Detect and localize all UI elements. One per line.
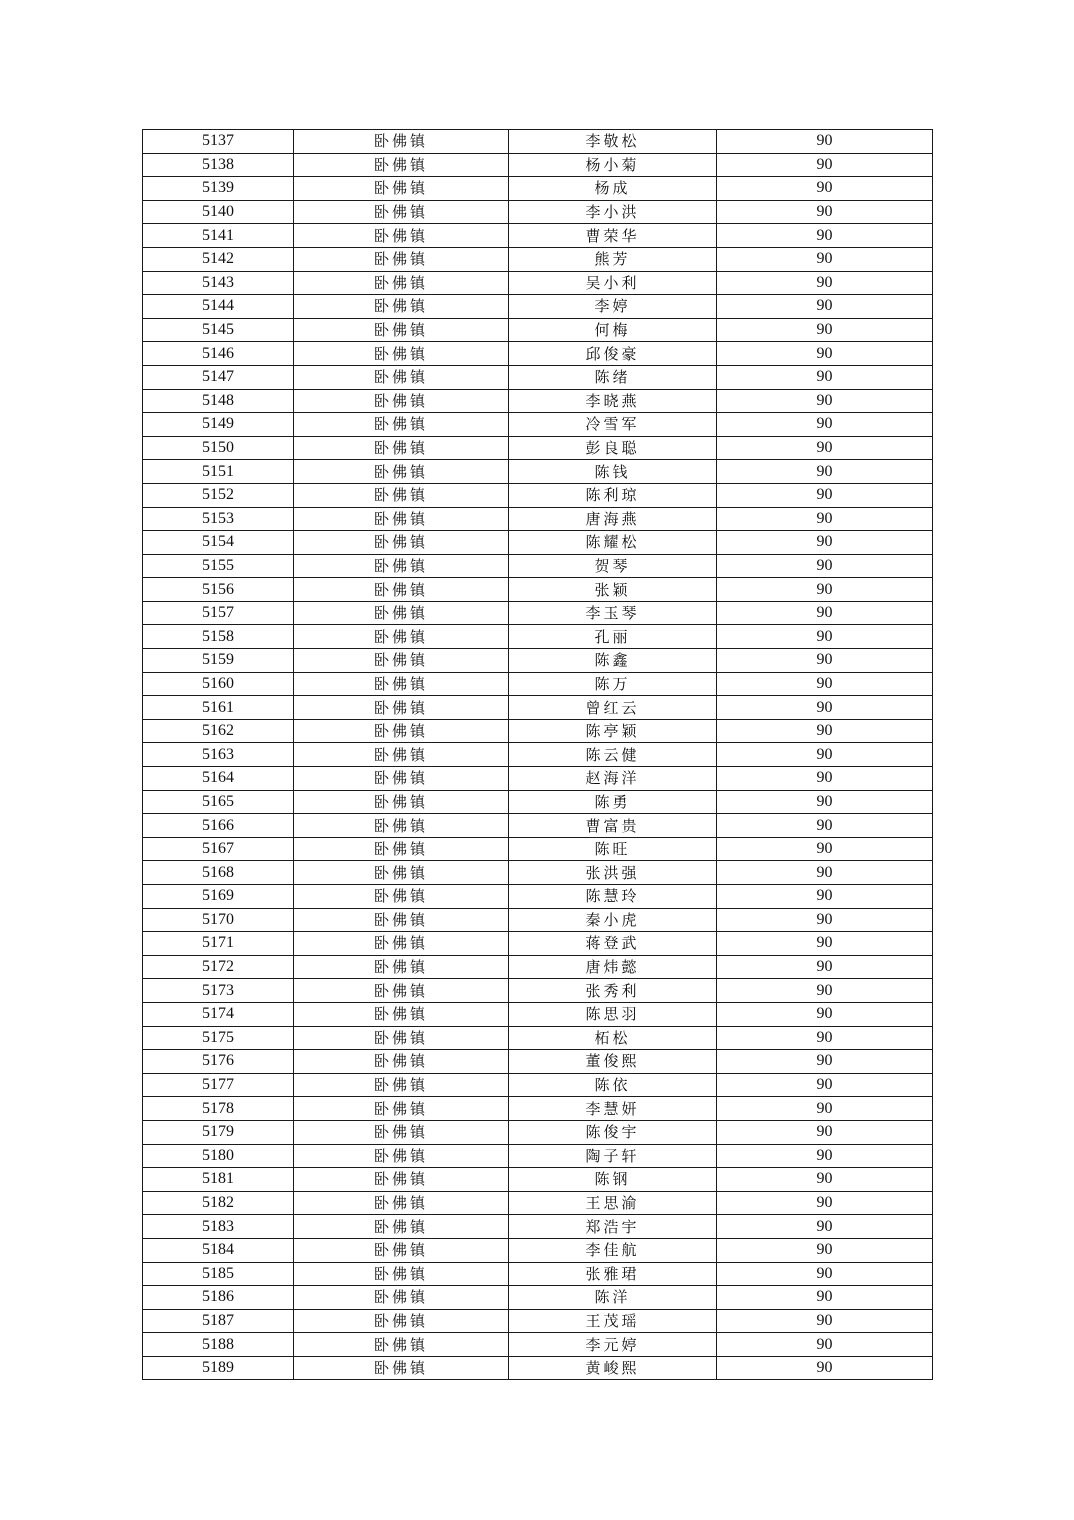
score-cell: 90 [717,1238,933,1262]
row-number-cell: 5188 [143,1333,294,1357]
town-cell: 卧佛镇 [294,531,509,555]
table-row [143,1144,933,1168]
person-name-cell: 曾红云 [509,696,717,720]
person-name-cell: 陈钢 [509,1168,717,1192]
score-cell: 90 [717,814,933,838]
row-number-cell: 5146 [143,342,294,366]
row-number-cell: 5184 [143,1238,294,1262]
score-cell: 90 [717,719,933,743]
row-number-cell: 5180 [143,1144,294,1168]
town-cell: 卧佛镇 [294,271,509,295]
score-cell: 90 [717,767,933,791]
score-cell: 90 [717,200,933,224]
score-cell: 90 [717,507,933,531]
row-number-cell: 5183 [143,1215,294,1239]
row-number-cell: 5174 [143,1002,294,1026]
row-number-cell: 5139 [143,177,294,201]
table-row [143,554,933,578]
table-row [143,153,933,177]
town-cell: 卧佛镇 [294,696,509,720]
town-cell: 卧佛镇 [294,885,509,909]
row-number-cell: 5161 [143,696,294,720]
town-cell: 卧佛镇 [294,625,509,649]
row-number-cell: 5173 [143,979,294,1003]
table-row [143,790,933,814]
person-name-cell: 李敬松 [509,130,717,154]
score-cell: 90 [717,861,933,885]
row-number-cell: 5181 [143,1168,294,1192]
table-row [143,672,933,696]
town-cell: 卧佛镇 [294,342,509,366]
score-cell: 90 [717,531,933,555]
person-name-cell: 陈云健 [509,743,717,767]
town-cell: 卧佛镇 [294,719,509,743]
row-number-cell: 5151 [143,460,294,484]
row-number-cell: 5186 [143,1286,294,1310]
table-row [143,531,933,555]
person-name-cell: 杨成 [509,177,717,201]
score-cell: 90 [717,979,933,1003]
person-name-cell: 蒋登武 [509,932,717,956]
person-name-cell: 陈鑫 [509,649,717,673]
person-name-cell: 唐海燕 [509,507,717,531]
row-number-cell: 5176 [143,1050,294,1074]
table-row [143,1333,933,1357]
person-name-cell: 陈思羽 [509,1002,717,1026]
town-cell: 卧佛镇 [294,554,509,578]
table-row [143,460,933,484]
row-number-cell: 5137 [143,130,294,154]
table-row [143,177,933,201]
table-row [143,1191,933,1215]
row-number-cell: 5182 [143,1191,294,1215]
table-row [143,1309,933,1333]
town-cell: 卧佛镇 [294,1120,509,1144]
town-cell: 卧佛镇 [294,1002,509,1026]
row-number-cell: 5162 [143,719,294,743]
person-name-cell: 熊芳 [509,247,717,271]
town-cell: 卧佛镇 [294,1215,509,1239]
town-cell: 卧佛镇 [294,413,509,437]
person-name-cell: 曹荣华 [509,224,717,248]
score-cell: 90 [717,436,933,460]
town-cell: 卧佛镇 [294,955,509,979]
town-cell: 卧佛镇 [294,295,509,319]
table-row [143,837,933,861]
town-cell: 卧佛镇 [294,247,509,271]
row-number-cell: 5169 [143,885,294,909]
town-cell: 卧佛镇 [294,1286,509,1310]
table-row [143,130,933,154]
score-cell: 90 [717,743,933,767]
table-row [143,295,933,319]
score-cell: 90 [717,649,933,673]
person-name-cell: 陈钱 [509,460,717,484]
table-row [143,271,933,295]
town-cell: 卧佛镇 [294,153,509,177]
score-cell: 90 [717,790,933,814]
score-cell: 90 [717,365,933,389]
town-cell: 卧佛镇 [294,790,509,814]
town-cell: 卧佛镇 [294,1262,509,1286]
table-row [143,1215,933,1239]
score-cell: 90 [717,1050,933,1074]
person-name-cell: 黄峻熙 [509,1356,717,1380]
score-cell: 90 [717,224,933,248]
town-cell: 卧佛镇 [294,837,509,861]
table-row [143,861,933,885]
row-number-cell: 5142 [143,247,294,271]
table-row [143,1073,933,1097]
table-row [143,743,933,767]
row-number-cell: 5167 [143,837,294,861]
town-cell: 卧佛镇 [294,130,509,154]
person-name-cell: 秦小虎 [509,908,717,932]
score-cell: 90 [717,1026,933,1050]
town-cell: 卧佛镇 [294,1309,509,1333]
row-number-cell: 5172 [143,955,294,979]
table-row [143,247,933,271]
town-cell: 卧佛镇 [294,672,509,696]
row-number-cell: 5170 [143,908,294,932]
row-number-cell: 5138 [143,153,294,177]
person-name-cell: 邱俊豪 [509,342,717,366]
score-cell: 90 [717,389,933,413]
table-row [143,1262,933,1286]
person-name-cell: 陶子轩 [509,1144,717,1168]
row-number-cell: 5189 [143,1356,294,1380]
score-cell: 90 [717,932,933,956]
town-cell: 卧佛镇 [294,483,509,507]
score-cell: 90 [717,1120,933,1144]
row-number-cell: 5163 [143,743,294,767]
row-number-cell: 5154 [143,531,294,555]
score-cell: 90 [717,554,933,578]
town-cell: 卧佛镇 [294,1191,509,1215]
table-row [143,507,933,531]
person-name-cell: 陈勇 [509,790,717,814]
table-row [143,649,933,673]
person-name-cell: 董俊熙 [509,1050,717,1074]
score-cell: 90 [717,1168,933,1192]
row-number-cell: 5156 [143,578,294,602]
person-name-cell: 彭良聪 [509,436,717,460]
person-name-cell: 陈俊宇 [509,1120,717,1144]
person-name-cell: 陈旺 [509,837,717,861]
row-number-cell: 5166 [143,814,294,838]
person-name-cell: 王思渝 [509,1191,717,1215]
person-name-cell: 李元婷 [509,1333,717,1357]
row-number-cell: 5159 [143,649,294,673]
town-cell: 卧佛镇 [294,1333,509,1357]
person-name-cell: 陈万 [509,672,717,696]
table-row [143,1050,933,1074]
score-cell: 90 [717,672,933,696]
score-cell: 90 [717,1333,933,1357]
person-name-cell: 陈利琼 [509,483,717,507]
row-number-cell: 5187 [143,1309,294,1333]
row-number-cell: 5175 [143,1026,294,1050]
table-row [143,885,933,909]
score-cell: 90 [717,130,933,154]
person-name-cell: 杨小菊 [509,153,717,177]
town-cell: 卧佛镇 [294,767,509,791]
row-number-cell: 5147 [143,365,294,389]
table-row [143,1002,933,1026]
table-row [143,1238,933,1262]
person-name-cell: 陈亭颖 [509,719,717,743]
town-cell: 卧佛镇 [294,318,509,342]
score-cell: 90 [717,1309,933,1333]
town-cell: 卧佛镇 [294,979,509,1003]
person-name-cell: 李慧妍 [509,1097,717,1121]
row-number-cell: 5145 [143,318,294,342]
person-name-cell: 何梅 [509,318,717,342]
table-row [143,1097,933,1121]
row-number-cell: 5140 [143,200,294,224]
person-name-cell: 李玉琴 [509,601,717,625]
roster-table [142,129,933,1380]
row-number-cell: 5153 [143,507,294,531]
score-cell: 90 [717,1002,933,1026]
person-name-cell: 陈慧玲 [509,885,717,909]
table-row [143,814,933,838]
score-cell: 90 [717,885,933,909]
person-name-cell: 张颖 [509,578,717,602]
table-row [143,767,933,791]
town-cell: 卧佛镇 [294,908,509,932]
person-name-cell: 陈依 [509,1073,717,1097]
table-row [143,200,933,224]
row-number-cell: 5157 [143,601,294,625]
table-row [143,389,933,413]
town-cell: 卧佛镇 [294,389,509,413]
row-number-cell: 5185 [143,1262,294,1286]
row-number-cell: 5152 [143,483,294,507]
score-cell: 90 [717,1215,933,1239]
score-cell: 90 [717,1073,933,1097]
score-cell: 90 [717,908,933,932]
town-cell: 卧佛镇 [294,177,509,201]
score-cell: 90 [717,318,933,342]
town-cell: 卧佛镇 [294,1238,509,1262]
row-number-cell: 5179 [143,1120,294,1144]
person-name-cell: 唐炜懿 [509,955,717,979]
town-cell: 卧佛镇 [294,1097,509,1121]
town-cell: 卧佛镇 [294,436,509,460]
table-row [143,342,933,366]
score-cell: 90 [717,153,933,177]
table-row [143,601,933,625]
person-name-cell: 李小洪 [509,200,717,224]
table-row [143,413,933,437]
person-name-cell: 冷雪军 [509,413,717,437]
person-name-cell: 贺琴 [509,554,717,578]
row-number-cell: 5143 [143,271,294,295]
person-name-cell: 张洪强 [509,861,717,885]
town-cell: 卧佛镇 [294,1168,509,1192]
row-number-cell: 5149 [143,413,294,437]
score-cell: 90 [717,955,933,979]
table-row [143,436,933,460]
row-number-cell: 5150 [143,436,294,460]
town-cell: 卧佛镇 [294,200,509,224]
table-row [143,1168,933,1192]
table-row [143,625,933,649]
person-name-cell: 柘松 [509,1026,717,1050]
row-number-cell: 5164 [143,767,294,791]
person-name-cell: 赵海洋 [509,767,717,791]
town-cell: 卧佛镇 [294,224,509,248]
score-cell: 90 [717,271,933,295]
table-row [143,1286,933,1310]
table-row [143,483,933,507]
roster-table-body [143,130,933,1380]
town-cell: 卧佛镇 [294,743,509,767]
score-cell: 90 [717,247,933,271]
person-name-cell: 郑浩宇 [509,1215,717,1239]
town-cell: 卧佛镇 [294,814,509,838]
row-number-cell: 5177 [143,1073,294,1097]
table-row [143,979,933,1003]
score-cell: 90 [717,1286,933,1310]
table-row [143,908,933,932]
score-cell: 90 [717,1191,933,1215]
row-number-cell: 5144 [143,295,294,319]
score-cell: 90 [717,460,933,484]
person-name-cell: 李晓燕 [509,389,717,413]
town-cell: 卧佛镇 [294,1073,509,1097]
row-number-cell: 5165 [143,790,294,814]
town-cell: 卧佛镇 [294,365,509,389]
score-cell: 90 [717,177,933,201]
table-row [143,1356,933,1380]
town-cell: 卧佛镇 [294,507,509,531]
row-number-cell: 5155 [143,554,294,578]
town-cell: 卧佛镇 [294,1356,509,1380]
row-number-cell: 5160 [143,672,294,696]
town-cell: 卧佛镇 [294,861,509,885]
row-number-cell: 5148 [143,389,294,413]
table-row [143,932,933,956]
town-cell: 卧佛镇 [294,1026,509,1050]
town-cell: 卧佛镇 [294,649,509,673]
score-cell: 90 [717,1097,933,1121]
table-row [143,318,933,342]
row-number-cell: 5158 [143,625,294,649]
town-cell: 卧佛镇 [294,932,509,956]
person-name-cell: 陈绪 [509,365,717,389]
person-name-cell: 张雅珺 [509,1262,717,1286]
score-cell: 90 [717,837,933,861]
table-row [143,719,933,743]
town-cell: 卧佛镇 [294,1144,509,1168]
score-cell: 90 [717,1144,933,1168]
table-row [143,955,933,979]
person-name-cell: 张秀利 [509,979,717,1003]
score-cell: 90 [717,295,933,319]
score-cell: 90 [717,1356,933,1380]
person-name-cell: 李婷 [509,295,717,319]
score-cell: 90 [717,578,933,602]
table-row [143,1026,933,1050]
row-number-cell: 5178 [143,1097,294,1121]
town-cell: 卧佛镇 [294,1050,509,1074]
score-cell: 90 [717,1262,933,1286]
table-row [143,365,933,389]
person-name-cell: 李佳航 [509,1238,717,1262]
person-name-cell: 王茂瑶 [509,1309,717,1333]
row-number-cell: 5141 [143,224,294,248]
person-name-cell: 陈耀松 [509,531,717,555]
town-cell: 卧佛镇 [294,601,509,625]
score-cell: 90 [717,625,933,649]
town-cell: 卧佛镇 [294,460,509,484]
table-row [143,1120,933,1144]
table-row [143,696,933,720]
person-name-cell: 孔丽 [509,625,717,649]
person-name-cell: 曹富贵 [509,814,717,838]
score-cell: 90 [717,696,933,720]
person-name-cell: 陈洋 [509,1286,717,1310]
row-number-cell: 5168 [143,861,294,885]
score-cell: 90 [717,483,933,507]
table-row [143,224,933,248]
score-cell: 90 [717,342,933,366]
score-cell: 90 [717,413,933,437]
town-cell: 卧佛镇 [294,578,509,602]
score-cell: 90 [717,601,933,625]
row-number-cell: 5171 [143,932,294,956]
person-name-cell: 吴小利 [509,271,717,295]
table-row [143,578,933,602]
